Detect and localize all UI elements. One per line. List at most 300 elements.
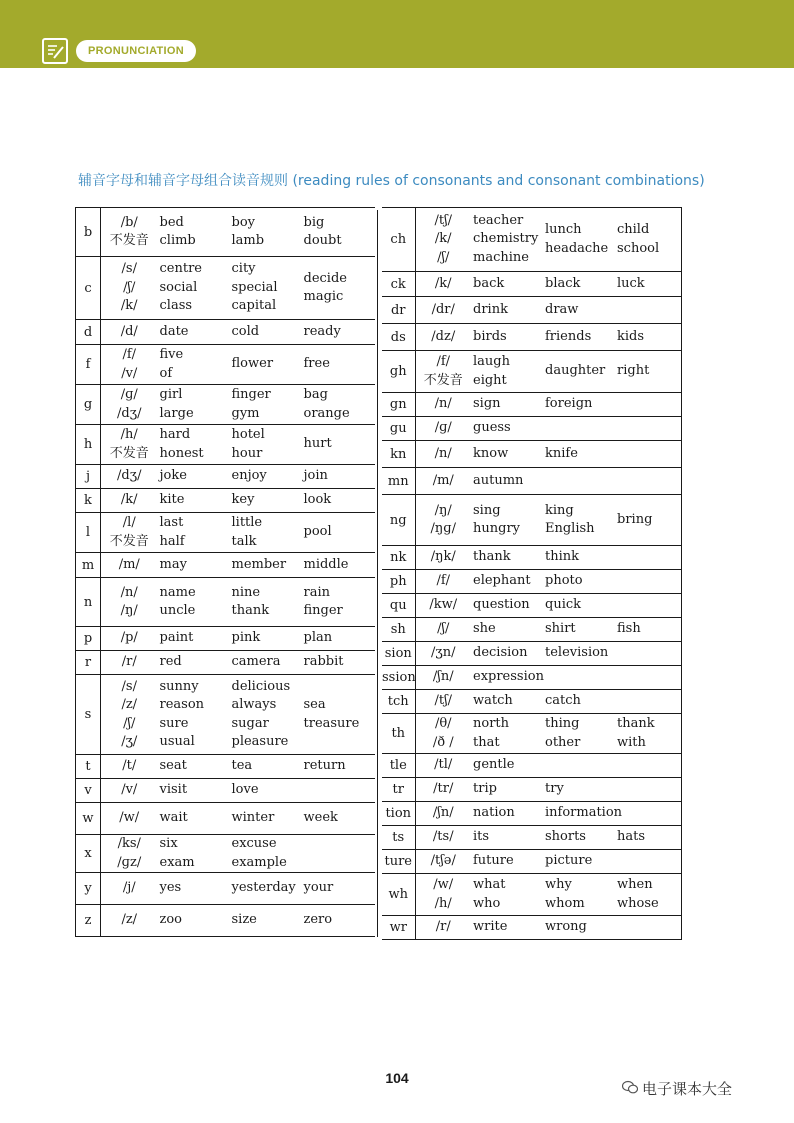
ipa-cell [415,417,469,441]
example-word: paint [159,630,194,646]
example-word: quick [545,597,582,613]
example-word: key [231,492,255,508]
example-word-cell [541,850,613,874]
example-word-cell [156,873,228,905]
example-word: excuse [231,836,277,851]
example-word: birds [473,328,507,344]
ipa-cell [101,320,156,345]
example-word: guess [473,420,511,436]
example-word: magic [303,289,344,304]
example-word-cell [469,351,541,393]
letter-cell: w [76,803,101,835]
example-word-cell [613,441,681,468]
example-word: sunny [159,678,199,694]
example-word-cell [541,594,613,618]
ipa-cell [101,905,156,937]
example-word: zoo [159,912,183,928]
example-word: usual [159,734,195,749]
example-word: hurt [303,436,332,452]
example-word: lunch [545,222,582,237]
letter-cell: ph [382,570,415,594]
ipa-cell [415,208,469,272]
letter-cell: ts [382,826,415,850]
example-word-cell [613,324,681,351]
example-word: date [159,323,189,339]
example-word-cell [156,803,228,835]
example-word: talk [231,533,257,549]
example-word-cell [613,495,681,546]
example-word-cell [228,345,300,385]
table-row [76,873,375,905]
ipa-symbol: /ʃ/ [123,715,136,731]
ipa-symbol: /f/ [436,354,451,369]
ipa-symbol: /r/ [435,919,451,935]
ipa-symbol: /ʃ/ [437,621,450,637]
ipa-cell [415,666,469,690]
example-word: when [617,877,653,892]
example-word-cell [156,578,228,627]
example-word: flower [231,356,274,372]
ipa-cell [415,495,469,546]
example-word: middle [303,556,349,572]
letter-cell: dr [382,297,415,324]
letter-cell: sion [382,642,415,666]
letter-cell: x [76,835,101,873]
ipa-symbol: /θ/ [434,716,452,731]
example-word: right [617,363,650,379]
ipa-symbol: /dʒ/ [117,405,142,421]
example-word-cell [228,489,300,513]
example-word: why [545,877,572,892]
example-word-cell [613,208,681,272]
example-word: decide [303,270,347,286]
table-row [76,755,375,779]
example-word: join [303,468,328,484]
example-word-cell [469,874,541,916]
example-word-cell [300,651,375,675]
example-word-cell [156,320,228,345]
example-word: expression [473,669,544,685]
example-word: hungry [473,521,520,536]
example-word-cell [469,850,541,874]
ipa-cell [101,489,156,513]
ipa-cell [101,803,156,835]
example-word: cold [231,323,260,339]
ipa-symbol: /ɡz/ [117,854,142,870]
letter-cell: qu [382,594,415,618]
ipa-cell [415,297,469,324]
ipa-cell [415,690,469,714]
table-row [382,666,681,690]
example-word: orange [303,405,350,421]
table-row [76,345,375,385]
example-word-cell [228,803,300,835]
example-word-cell [300,385,375,425]
ipa-symbol: /w/ [433,877,454,892]
example-word-cell [541,468,613,495]
example-word: member [231,556,287,572]
example-word: shorts [545,829,586,845]
example-word-cell [613,874,681,916]
letter-cell: c [76,257,101,320]
example-word-cell [613,826,681,850]
ipa-cell [101,345,156,385]
example-word: hats [617,829,646,845]
example-word: future [473,853,514,869]
example-word-cell [613,546,681,570]
letter-cell: tch [382,690,415,714]
example-word-cell [613,802,681,826]
example-word-cell [469,570,541,594]
example-word-cell [156,425,228,465]
example-word: your [303,880,334,896]
example-word: photo [545,573,583,589]
table-row [382,714,681,754]
example-word: what [473,877,506,892]
example-word: information [545,805,623,821]
letter-cell: j [76,465,101,489]
ipa-cell [101,465,156,489]
example-word-cell [300,803,375,835]
example-word: exam [159,854,195,870]
ipa-cell [101,627,156,651]
example-word-cell [300,425,375,465]
ipa-symbol: /tʃ/ [434,693,452,709]
example-word-cell [156,905,228,937]
example-word: laugh [473,354,510,369]
example-word: gym [231,405,260,421]
example-word: visit [159,782,188,798]
example-word: she [473,621,496,637]
letter-cell: g [76,385,101,425]
example-word-cell [541,778,613,802]
example-word-cell [613,297,681,324]
table-row [76,257,375,320]
example-word-cell [469,324,541,351]
example-word: camera [231,654,281,670]
ipa-symbol: /m/ [118,556,140,572]
table-row [76,489,375,513]
ipa-symbol: /ŋ/ [120,603,138,618]
table-row [76,835,375,873]
letter-cell: f [76,345,101,385]
table-row [76,578,375,627]
example-word: wait [159,810,188,826]
example-word: little [231,515,263,530]
example-word-cell [228,675,300,755]
ipa-symbol: /tʃə/ [430,853,456,869]
example-word: nation [473,805,515,821]
example-word-cell [613,754,681,778]
table-row [382,324,681,351]
letter-cell: tle [382,754,415,778]
example-word: thank [617,716,655,731]
ipa-cell [415,324,469,351]
example-word-cell [541,802,623,826]
example-word-cell [228,651,300,675]
letter-cell: y [76,873,101,905]
example-word: hour [231,445,263,461]
example-word-cell [613,393,681,417]
letter-cell: ture [382,850,415,874]
edit-note-icon [42,38,68,64]
ipa-symbol: /ŋk/ [430,549,456,565]
example-word-cell [300,779,375,803]
table-row [76,675,375,755]
table-row [76,425,375,465]
letter-cell: wr [382,916,415,940]
ipa-cell [101,651,156,675]
table-row [76,905,375,937]
table-row [382,495,681,546]
example-word: child [617,222,650,237]
example-word: city [231,261,256,277]
ipa-cell [101,873,156,905]
example-word: half [159,533,185,549]
letter-cell: k [76,489,101,513]
example-word-cell [156,385,228,425]
combination-rules-table [382,207,682,940]
example-word-cell [228,835,300,873]
example-word-cell [228,465,300,489]
ipa-cell [101,425,156,465]
example-word: kite [159,492,185,508]
example-word-cell [541,916,613,940]
example-word: kids [617,328,645,344]
ipa-cell [415,272,469,297]
example-word-cell [541,351,613,393]
example-word-cell [469,690,541,714]
ipa-cell [101,208,156,257]
table-row [382,642,681,666]
example-word-cell [228,320,300,345]
letter-cell: d [76,320,101,345]
example-word: back [473,275,505,291]
example-word: honest [159,445,204,461]
example-word: drink [473,301,508,317]
table-row [76,385,375,425]
table-row [76,553,375,578]
example-word-cell [541,714,613,754]
example-word-cell [156,465,228,489]
example-word: school [617,240,660,256]
example-word-cell [541,666,613,690]
ipa-symbol: /ʒn/ [431,645,456,661]
example-word-cell [469,272,541,297]
ipa-symbol: 不发音 [109,445,149,461]
example-word: tea [231,758,253,774]
example-word: knife [545,445,578,461]
ipa-cell [415,802,469,826]
ipa-symbol: /z/ [121,697,138,712]
example-word: north [473,716,510,731]
example-word-cell [541,208,613,272]
ipa-symbol: /b/ [120,214,138,230]
wechat-icon [622,1080,638,1094]
table-row [382,546,681,570]
example-word: yes [159,880,182,896]
table-row [382,393,681,417]
letter-cell: ch [382,208,415,272]
ipa-symbol: /k/ [120,492,138,508]
table-row [76,513,375,553]
example-word: draw [545,301,579,317]
example-word-cell [541,417,613,441]
ipa-symbol: /s/ [121,678,137,694]
example-word: zero [303,912,333,928]
example-word: boy [231,214,255,230]
example-word: try [545,781,564,797]
ipa-cell [415,850,469,874]
example-word: television [545,645,609,661]
ipa-symbol: /f/ [436,573,451,589]
example-word: sugar [231,715,269,731]
example-word-cell [613,778,681,802]
example-word: big [303,214,325,230]
example-word-cell [541,272,613,297]
example-word: nine [231,584,261,600]
example-word: autumn [473,472,524,488]
example-word-cell [300,320,375,345]
example-word-cell [228,513,300,553]
table-row [76,465,375,489]
example-word-cell [156,651,228,675]
example-word: winter [231,810,275,826]
ipa-symbol: /f/ [122,347,137,362]
example-word: six [159,836,178,851]
ipa-symbol: /ʃn/ [432,669,454,685]
example-word-cell [300,873,375,905]
ipa-symbol: /n/ [120,584,138,600]
table-row [382,802,681,826]
ipa-symbol: /n/ [434,396,452,412]
example-word: delicious [231,678,291,694]
letter-cell: gn [382,393,415,417]
example-word-cell [300,513,375,553]
example-word-cell [228,578,300,627]
example-word-cell [541,297,613,324]
example-word-cell [469,546,541,570]
example-word: foreign [545,396,593,412]
example-word: always [231,697,277,712]
example-word-cell [613,666,681,690]
letter-cell: s [76,675,101,755]
table-row [382,778,681,802]
example-word: elephant [473,573,531,589]
table-row [76,208,375,257]
example-word-cell [469,468,541,495]
table-row [382,417,681,441]
example-word-cell [228,873,300,905]
example-word: reason [159,697,205,712]
example-word: thank [473,549,511,565]
example-word-cell [228,385,300,425]
ipa-cell [415,618,469,642]
ipa-symbol: 不发音 [109,533,149,549]
ipa-symbol: /k/ [434,275,452,291]
letter-cell: b [76,208,101,257]
ipa-symbol: /p/ [120,630,138,646]
example-word: other [545,734,581,750]
table-row [382,441,681,468]
example-word: week [303,810,338,826]
ipa-symbol: /dʒ/ [117,468,142,484]
table-row [382,850,681,874]
ipa-symbol: /w/ [119,810,140,826]
letter-cell: th [382,714,415,754]
letter-cell: tion [382,802,415,826]
example-word: finger [303,603,343,618]
example-word-cell [300,905,375,937]
example-word-cell [541,546,613,570]
example-word: eight [473,372,507,388]
ipa-symbol: 不发音 [109,233,149,248]
example-word-cell [300,257,375,320]
example-word-cell [300,465,375,489]
ipa-symbol: /s/ [121,261,137,277]
example-word: yesterday [231,880,296,896]
ipa-cell [415,778,469,802]
example-word: capital [231,298,277,314]
table-row [76,627,375,651]
table-row [76,651,375,675]
example-word: of [159,365,173,381]
example-word-cell [228,779,300,803]
ipa-cell [101,675,156,755]
example-word: special [231,279,278,295]
example-word: pink [231,630,261,646]
ipa-cell [415,826,469,850]
example-word-cell [300,675,375,755]
example-word: fish [617,621,641,637]
ipa-symbol: /dz/ [431,328,456,344]
example-word: gentle [473,757,515,773]
example-word-cell [469,826,541,850]
example-word: write [473,919,508,935]
table-row [382,916,681,940]
example-word: may [159,556,187,572]
ipa-symbol: /ɡ/ [120,387,138,402]
example-word: last [159,515,184,530]
table-row [382,874,681,916]
example-word-cell [300,627,375,651]
example-word-cell [228,257,300,320]
table-heading: 辅音字母和辅音字母组合读音规则 (reading rules of consonants and consonant combinations) [78,173,705,189]
example-word-cell [156,513,228,553]
example-word-cell [469,642,541,666]
example-word-cell [469,754,541,778]
example-word: plan [303,630,333,646]
example-word-cell [469,714,541,754]
letter-cell: p [76,627,101,651]
ipa-symbol: /h/ [434,895,452,911]
ipa-symbol: /n/ [434,445,452,461]
example-word-cell [613,916,681,940]
ipa-cell [415,594,469,618]
example-word: thank [231,603,270,618]
ipa-cell [415,468,469,495]
example-word-cell [469,618,541,642]
ipa-symbol: /ŋ/ [434,502,452,518]
example-word: think [545,549,580,565]
example-word-cell [300,208,375,257]
example-word-cell [541,754,613,778]
letter-cell: ck [382,272,415,297]
example-word-cell [613,417,681,441]
example-word-cell [613,690,681,714]
ipa-symbol: 不发音 [423,372,463,388]
ipa-symbol: /v/ [121,782,138,798]
